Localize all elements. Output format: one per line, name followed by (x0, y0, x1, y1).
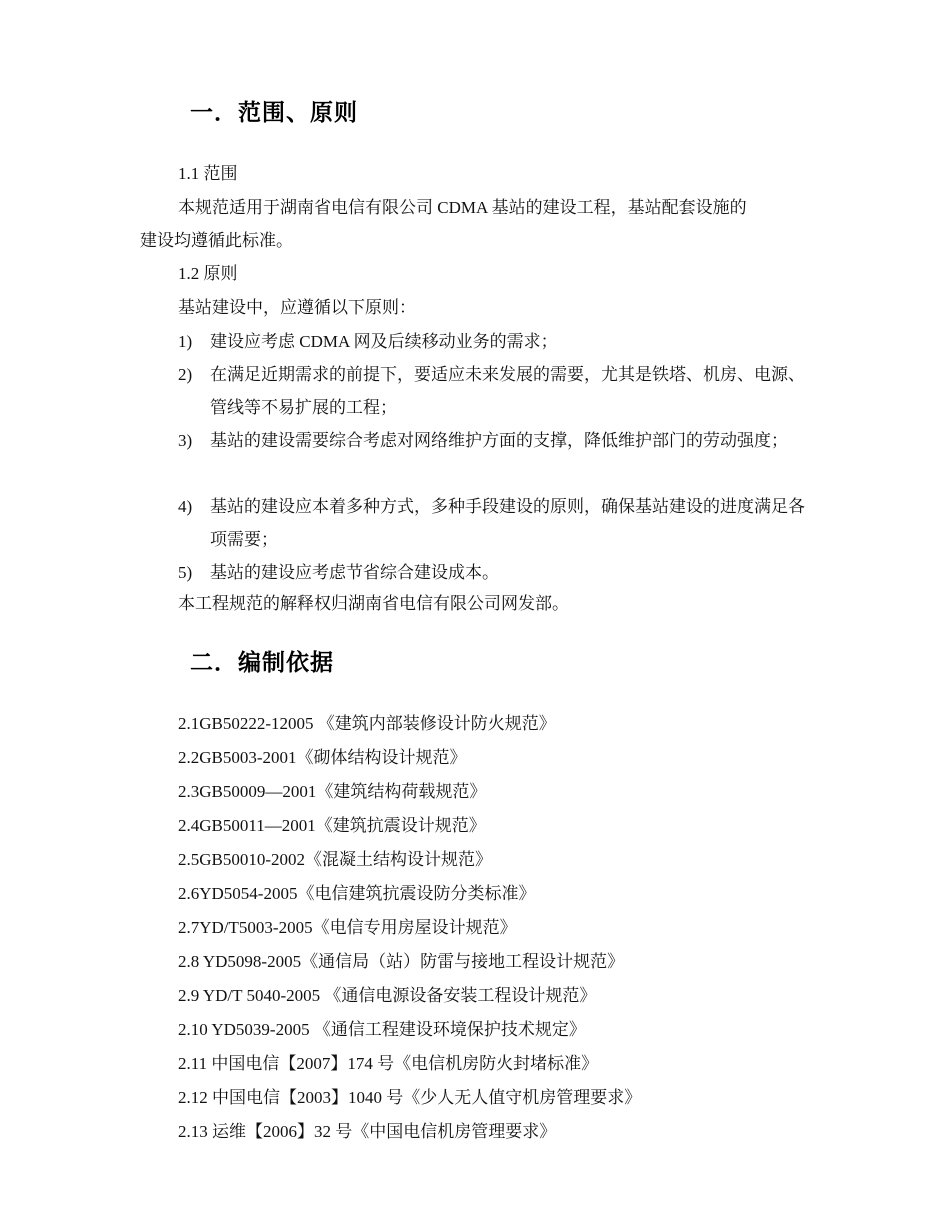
scope-paragraph-line-2: 建设均遵循此标准。 (140, 231, 293, 250)
principle-title: 1.2 原则 (178, 264, 238, 283)
list-number: 5) (178, 563, 193, 582)
reference-item: 2.6YD5054-2005《电信建筑抗震设防分类标准》 (178, 884, 536, 903)
list-text: 基站的建设应本着多种方式，多种手段建设的原则，确保基站建设的进度满足各项需要； (210, 497, 805, 549)
list-number: 2) (178, 365, 193, 384)
list-number: 4) (178, 497, 193, 516)
reference-item: 2.1GB50222-12005 《建筑内部装修设计防火规范》 (178, 714, 556, 733)
reference-item: 2.3GB50009—2001《建筑结构荷载规范》 (178, 782, 487, 801)
reference-item: 2.2GB5003-2001《砌体结构设计规范》 (178, 748, 467, 767)
reference-item: 2.7YD/T5003-2005《电信专用房屋设计规范》 (178, 918, 517, 937)
reference-item: 2.13 运维【2006】32 号《中国电信机房管理要求》 (178, 1122, 557, 1141)
reference-item: 2.4GB50011—2001《建筑抗震设计规范》 (178, 816, 486, 835)
section-1-heading: 一．范围、原则 (190, 100, 358, 126)
scope-paragraph-line-1: 本规范适用于湖南省电信有限公司 CDMA 基站的建设工程，基站配套设施的 (178, 198, 747, 217)
list-number: 3) (178, 431, 193, 450)
reference-item: 2.10 YD5039-2005 《通信工程建设环境保护技术规定》 (178, 1020, 586, 1039)
list-text: 基站的建设应考虑节省综合建设成本。 (210, 563, 499, 582)
list-text: 在满足近期需求的前提下，要适应未来发展的需要，尤其是铁塔、机房、电源、管线等不易扩展的工程； (210, 365, 805, 417)
reference-item: 2.12 中国电信【2003】1040 号《少人无人值守机房管理要求》 (178, 1088, 642, 1107)
list-number: 1) (178, 332, 193, 351)
principle-intro: 基站建设中，应遵循以下原则： (178, 298, 416, 317)
list-text: 建设应考虑 CDMA 网及后续移动业务的需求； (210, 332, 558, 351)
reference-item: 2.5GB50010-2002《混凝土结构设计规范》 (178, 850, 493, 869)
reference-item: 2.9 YD/T 5040-2005 《通信电源设备安装工程设计规范》 (178, 986, 597, 1005)
interpretation-note: 本工程规范的解释权归湖南省电信有限公司网发部。 (178, 594, 569, 613)
scope-title: 1.1 范围 (178, 164, 238, 183)
reference-item: 2.8 YD5098-2005《通信局（站）防雷与接地工程设计规范》 (178, 952, 625, 971)
reference-item: 2.11 中国电信【2007】174 号《电信机房防火封堵标准》 (178, 1054, 599, 1073)
list-text: 基站的建设需要综合考虑对网络维护方面的支撑，降低维护部门的劳动强度； (210, 431, 788, 450)
section-2-heading: 二．编制依据 (190, 650, 334, 676)
